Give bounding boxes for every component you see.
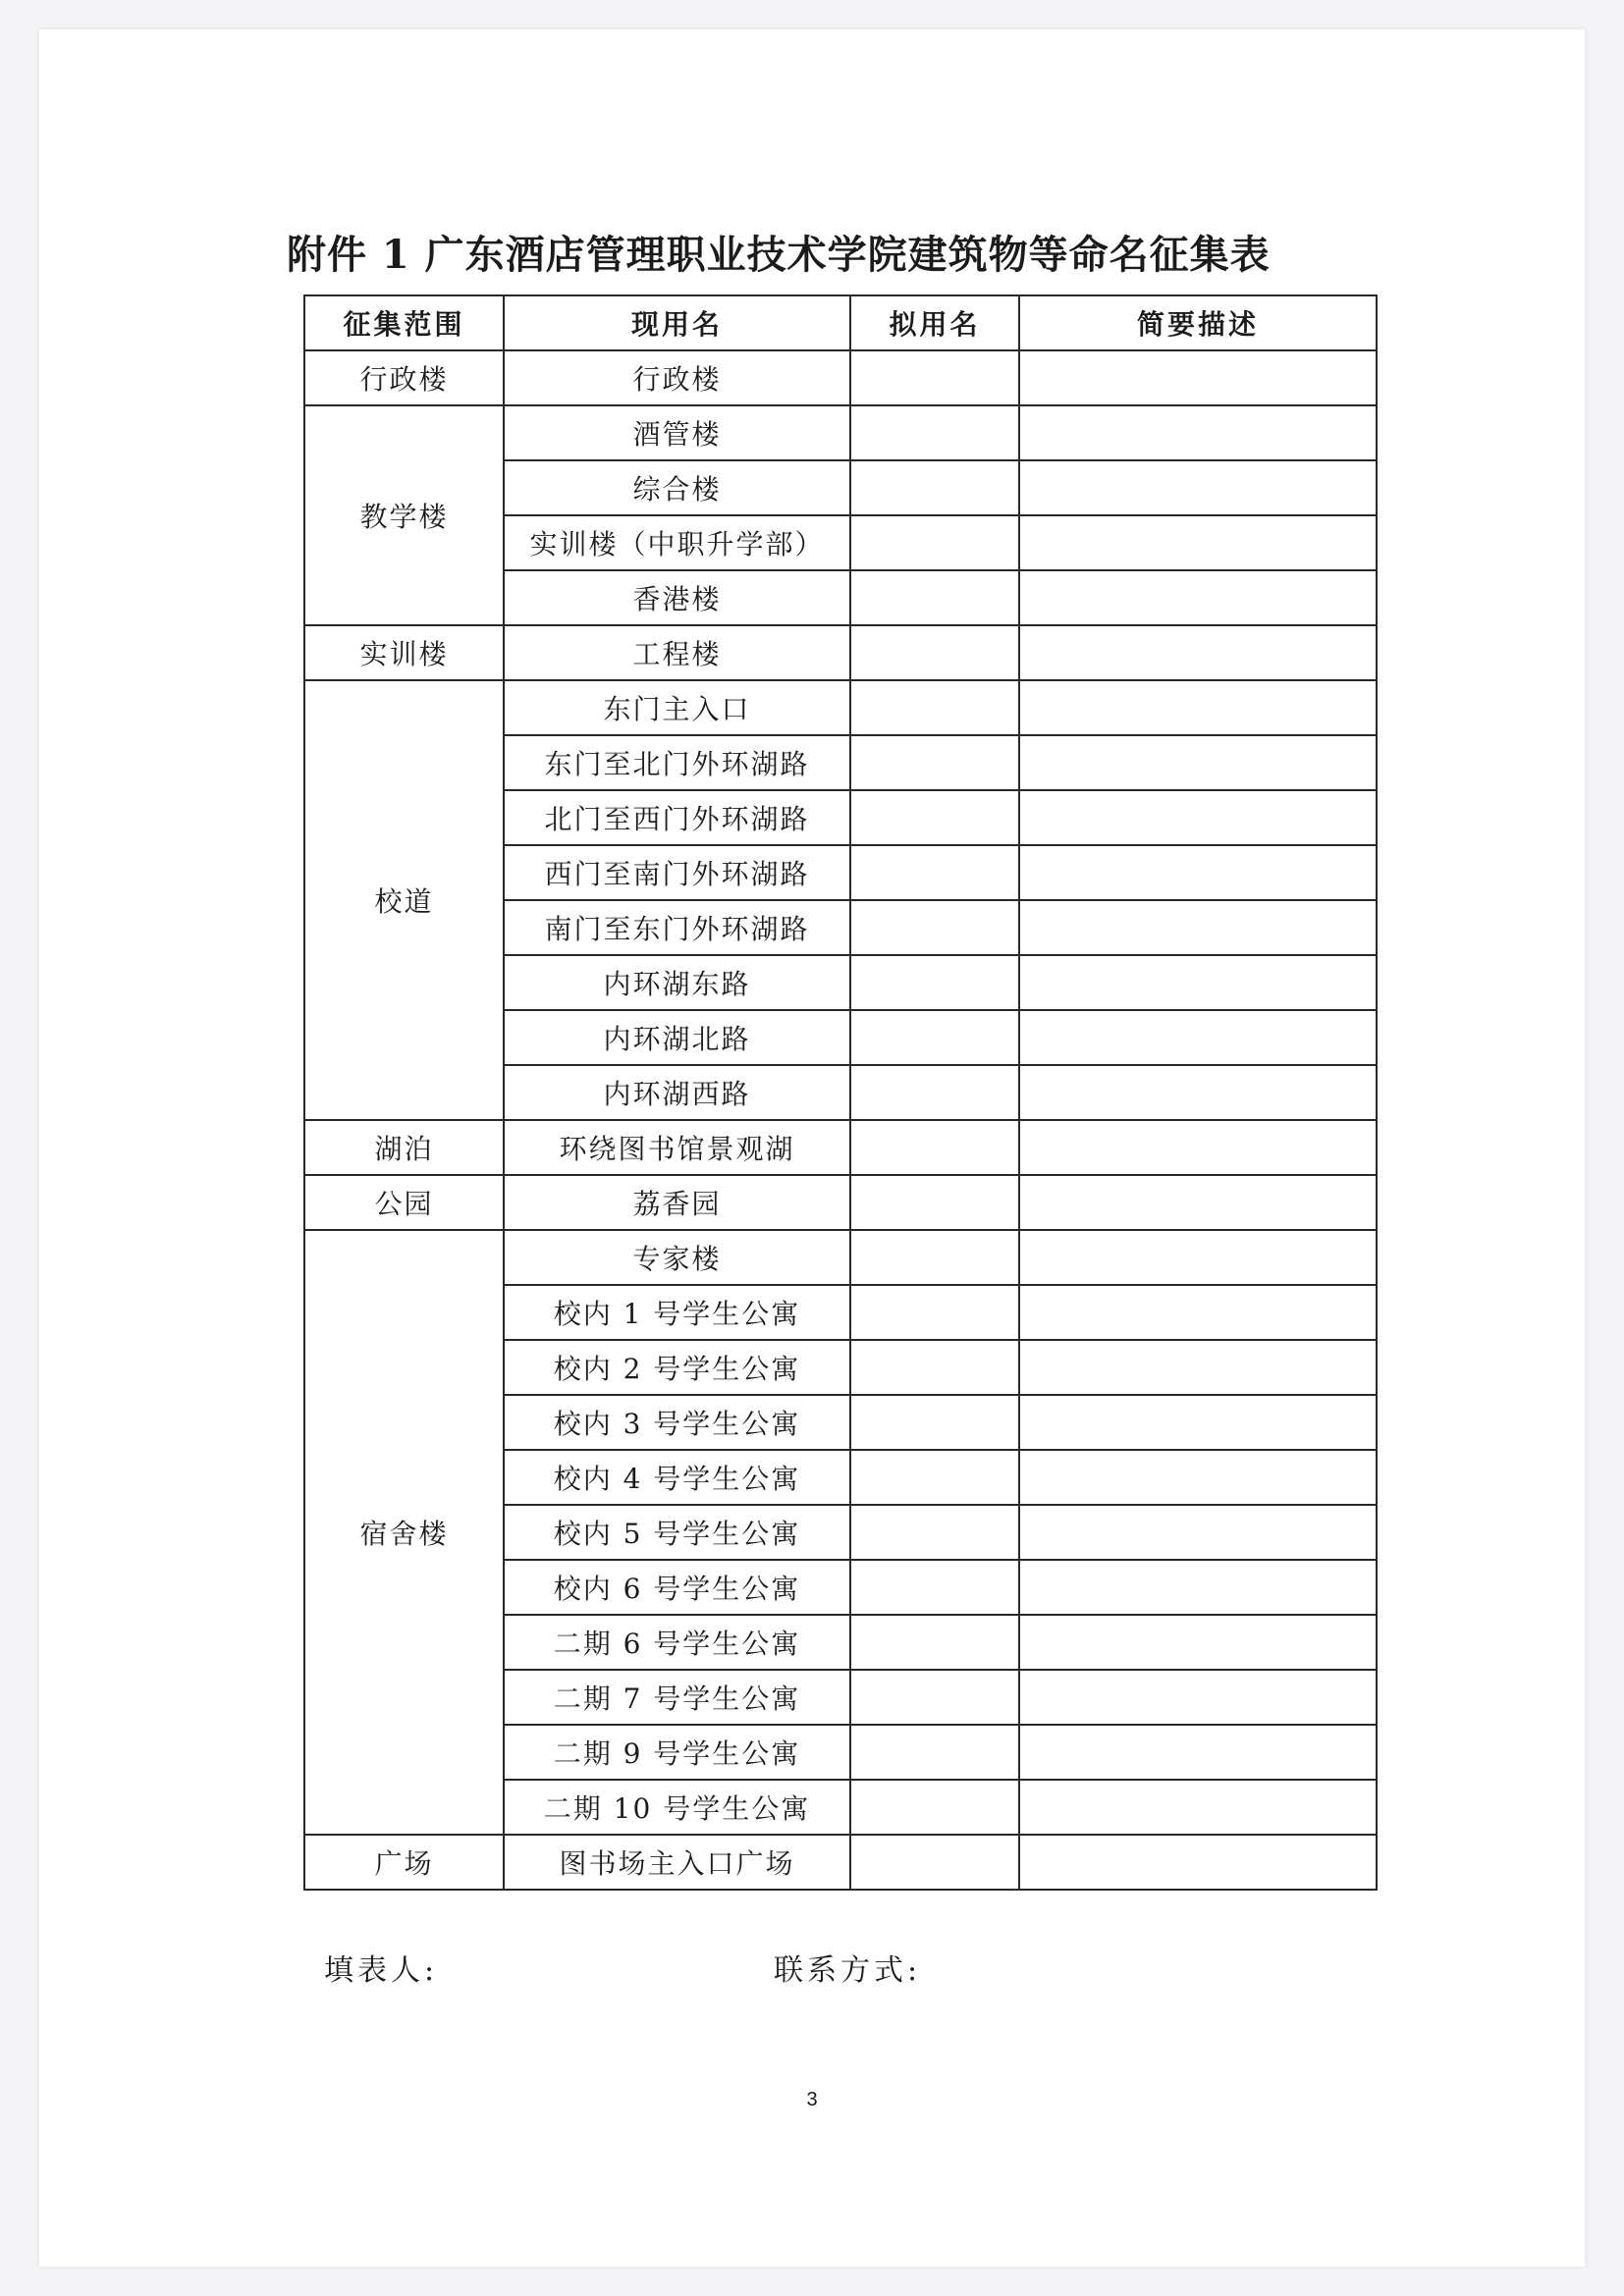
filler-label: 填表人: <box>324 1953 439 1988</box>
current-name-cell: 内环湖北路 <box>504 1010 850 1065</box>
description-cell[interactable] <box>1019 1560 1377 1615</box>
description-cell[interactable] <box>1019 1065 1377 1120</box>
category-cell: 行政楼 <box>304 350 504 405</box>
proposed-name-cell[interactable] <box>850 1285 1019 1340</box>
description-cell[interactable] <box>1019 625 1377 680</box>
proposed-name-cell[interactable] <box>850 1835 1019 1890</box>
table-body <box>304 350 1377 1890</box>
current-name-cell: 荔香园 <box>504 1175 850 1230</box>
naming-form-table <box>303 294 1378 1891</box>
proposed-name-cell[interactable] <box>850 570 1019 625</box>
table-row <box>304 1835 1377 1890</box>
header-proposed-name: 拟用名 <box>850 295 1019 350</box>
current-name-cell: 工程楼 <box>504 625 850 680</box>
proposed-name-cell[interactable] <box>850 845 1019 900</box>
current-name-cell: 东门至北门外环湖路 <box>504 735 850 790</box>
current-name-cell: 校内 1 号学生公寓 <box>504 1285 850 1340</box>
current-name-cell: 二期 7 号学生公寓 <box>504 1670 850 1725</box>
proposed-name-cell[interactable] <box>850 1120 1019 1175</box>
table-row <box>304 1175 1377 1230</box>
contact-label: 联系方式: <box>774 1953 922 1988</box>
table-row <box>304 1230 1377 1285</box>
description-cell[interactable] <box>1019 1725 1377 1780</box>
current-name-cell: 香港楼 <box>504 570 850 625</box>
proposed-name-cell[interactable] <box>850 1780 1019 1835</box>
description-cell[interactable] <box>1019 1120 1377 1175</box>
proposed-name-cell[interactable] <box>850 1505 1019 1560</box>
proposed-name-cell[interactable] <box>850 515 1019 570</box>
proposed-name-cell[interactable] <box>850 1175 1019 1230</box>
description-cell[interactable] <box>1019 1285 1377 1340</box>
proposed-name-cell[interactable] <box>850 350 1019 405</box>
current-name-cell: 行政楼 <box>504 350 850 405</box>
current-name-cell: 二期 10 号学生公寓 <box>504 1780 850 1835</box>
current-name-cell: 实训楼（中职升学部） <box>504 515 850 570</box>
description-cell[interactable] <box>1019 955 1377 1010</box>
description-cell[interactable] <box>1019 1835 1377 1890</box>
description-cell[interactable] <box>1019 790 1377 845</box>
description-cell[interactable] <box>1019 460 1377 515</box>
description-cell[interactable] <box>1019 1615 1377 1670</box>
page-number: 3 <box>806 2089 818 2110</box>
proposed-name-cell[interactable] <box>850 1010 1019 1065</box>
header-category: 征集范围 <box>304 295 504 350</box>
table-row <box>304 680 1377 735</box>
current-name-cell: 东门主入口 <box>504 680 850 735</box>
proposed-name-cell[interactable] <box>850 625 1019 680</box>
description-cell[interactable] <box>1019 350 1377 405</box>
proposed-name-cell[interactable] <box>850 1340 1019 1395</box>
description-cell[interactable] <box>1019 1450 1377 1505</box>
proposed-name-cell[interactable] <box>850 735 1019 790</box>
proposed-name-cell[interactable] <box>850 955 1019 1010</box>
description-cell[interactable] <box>1019 1505 1377 1560</box>
category-cell: 宿舍楼 <box>304 1230 504 1835</box>
proposed-name-cell[interactable] <box>850 790 1019 845</box>
current-name-cell: 内环湖东路 <box>504 955 850 1010</box>
proposed-name-cell[interactable] <box>850 1615 1019 1670</box>
current-name-cell: 校内 3 号学生公寓 <box>504 1395 850 1450</box>
table-row <box>304 405 1377 460</box>
current-name-cell: 专家楼 <box>504 1230 850 1285</box>
current-name-cell: 校内 6 号学生公寓 <box>504 1560 850 1615</box>
page-title: 附件 1 广东酒店管理职业技术学院建筑物等命名征集表 <box>287 232 1271 278</box>
current-name-cell: 西门至南门外环湖路 <box>504 845 850 900</box>
category-cell: 湖泊 <box>304 1120 504 1175</box>
current-name-cell: 校内 5 号学生公寓 <box>504 1505 850 1560</box>
category-cell: 广场 <box>304 1835 504 1890</box>
description-cell[interactable] <box>1019 900 1377 955</box>
category-cell: 实训楼 <box>304 625 504 680</box>
description-cell[interactable] <box>1019 735 1377 790</box>
proposed-name-cell[interactable] <box>850 1230 1019 1285</box>
category-cell: 校道 <box>304 680 504 1120</box>
current-name-cell: 环绕图书馆景观湖 <box>504 1120 850 1175</box>
current-name-cell: 内环湖西路 <box>504 1065 850 1120</box>
proposed-name-cell[interactable] <box>850 1450 1019 1505</box>
table-row <box>304 625 1377 680</box>
description-cell[interactable] <box>1019 1340 1377 1395</box>
proposed-name-cell[interactable] <box>850 1065 1019 1120</box>
proposed-name-cell[interactable] <box>850 1670 1019 1725</box>
description-cell[interactable] <box>1019 405 1377 460</box>
table-header-row <box>304 295 1377 350</box>
current-name-cell: 综合楼 <box>504 460 850 515</box>
table-row <box>304 350 1377 405</box>
proposed-name-cell[interactable] <box>850 900 1019 955</box>
proposed-name-cell[interactable] <box>850 405 1019 460</box>
table-row <box>304 1120 1377 1175</box>
current-name-cell: 酒管楼 <box>504 405 850 460</box>
description-cell[interactable] <box>1019 1010 1377 1065</box>
proposed-name-cell[interactable] <box>850 680 1019 735</box>
description-cell[interactable] <box>1019 1395 1377 1450</box>
current-name-cell: 图书场主入口广场 <box>504 1835 850 1890</box>
current-name-cell: 二期 9 号学生公寓 <box>504 1725 850 1780</box>
category-cell: 公园 <box>304 1175 504 1230</box>
description-cell[interactable] <box>1019 1175 1377 1230</box>
description-cell[interactable] <box>1019 515 1377 570</box>
description-cell[interactable] <box>1019 680 1377 735</box>
header-description: 简要描述 <box>1019 295 1377 350</box>
current-name-cell: 南门至东门外环湖路 <box>504 900 850 955</box>
proposed-name-cell[interactable] <box>850 1725 1019 1780</box>
proposed-name-cell[interactable] <box>850 1560 1019 1615</box>
current-name-cell: 校内 2 号学生公寓 <box>504 1340 850 1395</box>
description-cell[interactable] <box>1019 1230 1377 1285</box>
category-cell: 教学楼 <box>304 405 504 625</box>
current-name-cell: 校内 4 号学生公寓 <box>504 1450 850 1505</box>
description-cell[interactable] <box>1019 845 1377 900</box>
current-name-cell: 北门至西门外环湖路 <box>504 790 850 845</box>
header-current-name: 现用名 <box>504 295 850 350</box>
description-cell[interactable] <box>1019 570 1377 625</box>
current-name-cell: 二期 6 号学生公寓 <box>504 1615 850 1670</box>
description-cell[interactable] <box>1019 1670 1377 1725</box>
proposed-name-cell[interactable] <box>850 1395 1019 1450</box>
description-cell[interactable] <box>1019 1780 1377 1835</box>
proposed-name-cell[interactable] <box>850 460 1019 515</box>
